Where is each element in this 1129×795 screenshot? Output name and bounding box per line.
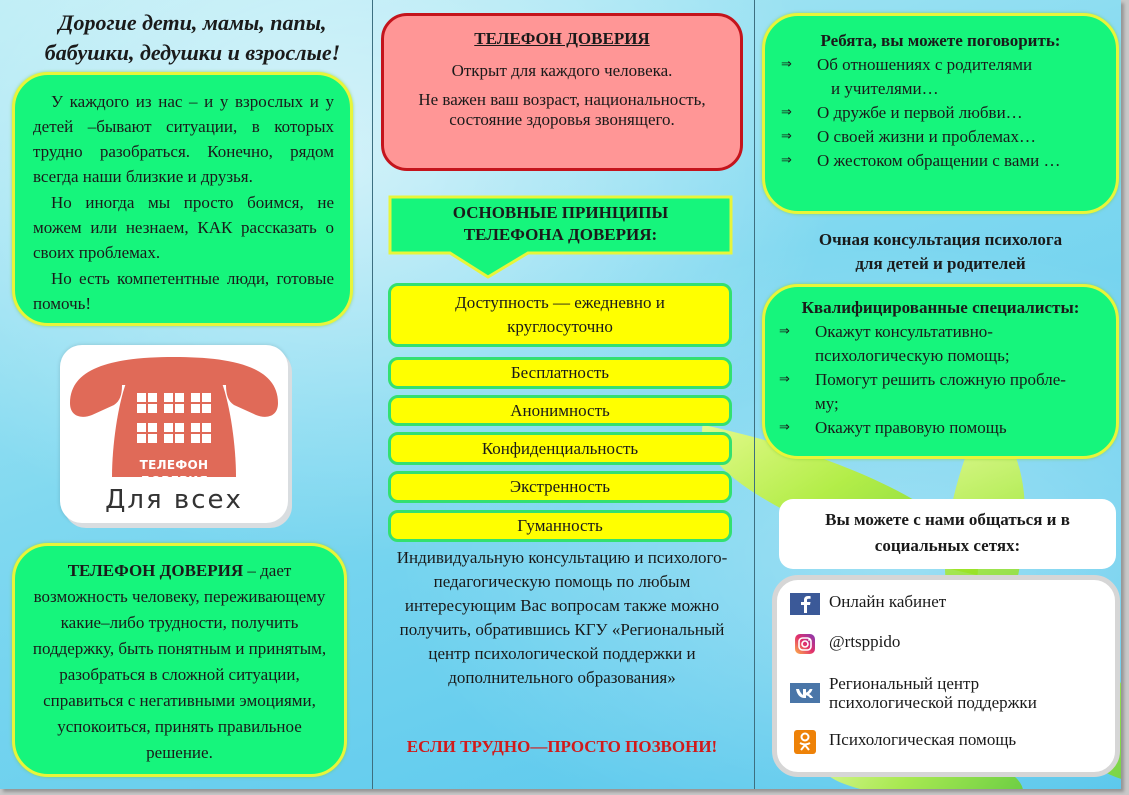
consultation-text: Индивидуальную консультацию и психолого-педагогическую помощь по любым интересующим Вас вопросам также можно получить, обратившись КГУ «Региональный центр психологической поддержки и дополнительного образования» <box>396 548 728 687</box>
principles-heading-line: ТЕЛЕФОНА ДОВЕРИЯ: <box>463 225 658 244</box>
talk-topics-box <box>762 13 1119 214</box>
logo-caption: Для всех <box>105 485 243 515</box>
principle-item: Анонимность <box>388 395 732 426</box>
in-person-line: Очная консультация психолога <box>818 230 1063 249</box>
hotline-title: ТЕЛЕФОН ДОВЕРИЯ <box>474 29 650 48</box>
double-arrow-right-icon: ⇒ <box>781 153 792 168</box>
intro-box <box>12 72 353 326</box>
specialist-item-text: Помогут решить сложную пробле- <box>815 370 1066 389</box>
in-person-consultation-heading <box>762 228 1119 276</box>
double-arrow-right-icon: ⇒ <box>781 105 792 120</box>
talk-item <box>775 149 1106 173</box>
principles-heading <box>388 195 733 281</box>
fold-line <box>372 0 373 789</box>
social-link-label: @rtsppido <box>829 632 901 651</box>
hotline-logo <box>60 345 288 523</box>
odnoklassniki-icon <box>789 730 821 754</box>
specialists-box <box>762 284 1119 459</box>
social-link-label: Психологическая помощь <box>829 730 1017 749</box>
intro-paragraph: У каждого из нас – и у взрослых и у детей –бывают ситуации, в которых трудно разобраться. Конечно, рядом всегда наши близкие и друзья. <box>33 92 334 186</box>
talk-item-text: и учителями… <box>831 79 939 98</box>
social-link-facebook[interactable] <box>789 592 946 616</box>
social-link-vk[interactable] <box>789 674 1037 712</box>
hotline-note-text: Не важен ваш возраст, национальность, состояние здоровья звонящего. <box>418 90 706 129</box>
intro-paragraph: Но иногда мы просто боимся, не можем или незнаем, КАК рассказать о своих проблемах. <box>33 193 334 262</box>
social-link-label: Региональный центр <box>829 674 980 693</box>
talk-item-text: О дружбе и первой любви… <box>817 103 1023 122</box>
specialist-item-text: Окажут правовую помощь <box>815 418 1007 437</box>
in-person-line: для детей и родителей <box>855 254 1026 273</box>
instagram-icon <box>789 632 821 656</box>
specialist-item-text: Окажут консультативно- <box>815 322 993 341</box>
double-arrow-right-icon: ⇒ <box>781 129 792 144</box>
specialist-item <box>773 320 1108 368</box>
intro-paragraph: Но есть компетентные люди, готовые помочь! <box>33 269 334 313</box>
principle-item: Гуманность <box>388 510 732 542</box>
hotline-info-box <box>381 13 743 171</box>
talk-item-text: О жестоком обращении с вами … <box>817 151 1061 170</box>
social-heading-line: социальных сетях: <box>874 536 1021 555</box>
talk-item <box>775 101 1106 125</box>
principles-heading-line: ОСНОВНЫЕ ПРИНЦИПЫ <box>452 203 669 222</box>
principle-item: Экстренность <box>388 471 732 503</box>
double-arrow-right-icon: ⇒ <box>779 420 790 435</box>
principle-item: Конфиденциальность <box>388 432 732 465</box>
definition-box <box>12 543 347 777</box>
talk-item-text: О своей жизни и проблемах… <box>817 127 1036 146</box>
definition-body: – дает возможность человеку, переживающему какие–либо трудности, получить поддержку, быть понятным и принятым, разобраться в сложной ситуации, справиться с негативными эмоциями, успокоиться, принять правильное решение. <box>32 561 327 762</box>
social-heading-line: Вы можете с нами общаться и в <box>825 510 1070 529</box>
specialist-item-text: му; <box>815 394 839 413</box>
greeting-heading <box>20 8 365 68</box>
facebook-icon <box>789 592 821 616</box>
specialists-heading: Квалифицированные специалисты: <box>801 298 1080 317</box>
hotline-open-text: Открыт для каждого человека. <box>451 61 673 80</box>
talk-item <box>775 53 1106 101</box>
logo-title: ТЕЛЕФОН ДОВЕРИЯ <box>139 458 209 488</box>
greeting-line: бабушки, дедушки и взрослые! <box>44 40 341 65</box>
social-link-label: психологической поддержки <box>829 693 1037 712</box>
social-link-label: Онлайн кабинет <box>829 592 947 611</box>
double-arrow-right-icon: ⇒ <box>779 324 790 339</box>
social-link-odnoklassniki[interactable] <box>789 730 1016 754</box>
specialist-item-text: психологическую помощь; <box>815 346 1010 365</box>
specialist-item <box>773 368 1108 416</box>
definition-text <box>27 558 332 766</box>
talk-item <box>775 125 1106 149</box>
vk-icon <box>789 681 821 705</box>
fold-line <box>754 0 755 789</box>
talk-item-text: Об отношениях с родителями <box>817 55 1033 74</box>
specialist-item <box>773 416 1108 440</box>
social-links-box <box>772 575 1120 777</box>
principle-item: Бесплатность <box>388 357 732 389</box>
double-arrow-right-icon: ⇒ <box>779 372 790 387</box>
double-arrow-right-icon: ⇒ <box>781 57 792 72</box>
greeting-line: Дорогие дети, мамы, папы, <box>58 10 327 35</box>
definition-bold: ТЕЛЕФОН ДОВЕРИЯ <box>67 561 244 580</box>
principle-item: Доступность — ежедневно и круглосуточно <box>388 283 732 347</box>
social-heading <box>779 499 1116 569</box>
talk-heading: Ребята, вы можете поговорить: <box>820 31 1061 50</box>
social-link-instagram[interactable] <box>789 632 900 656</box>
call-to-action: ЕСЛИ ТРУДНО—ПРОСТО ПОЗВОНИ! <box>406 737 718 756</box>
